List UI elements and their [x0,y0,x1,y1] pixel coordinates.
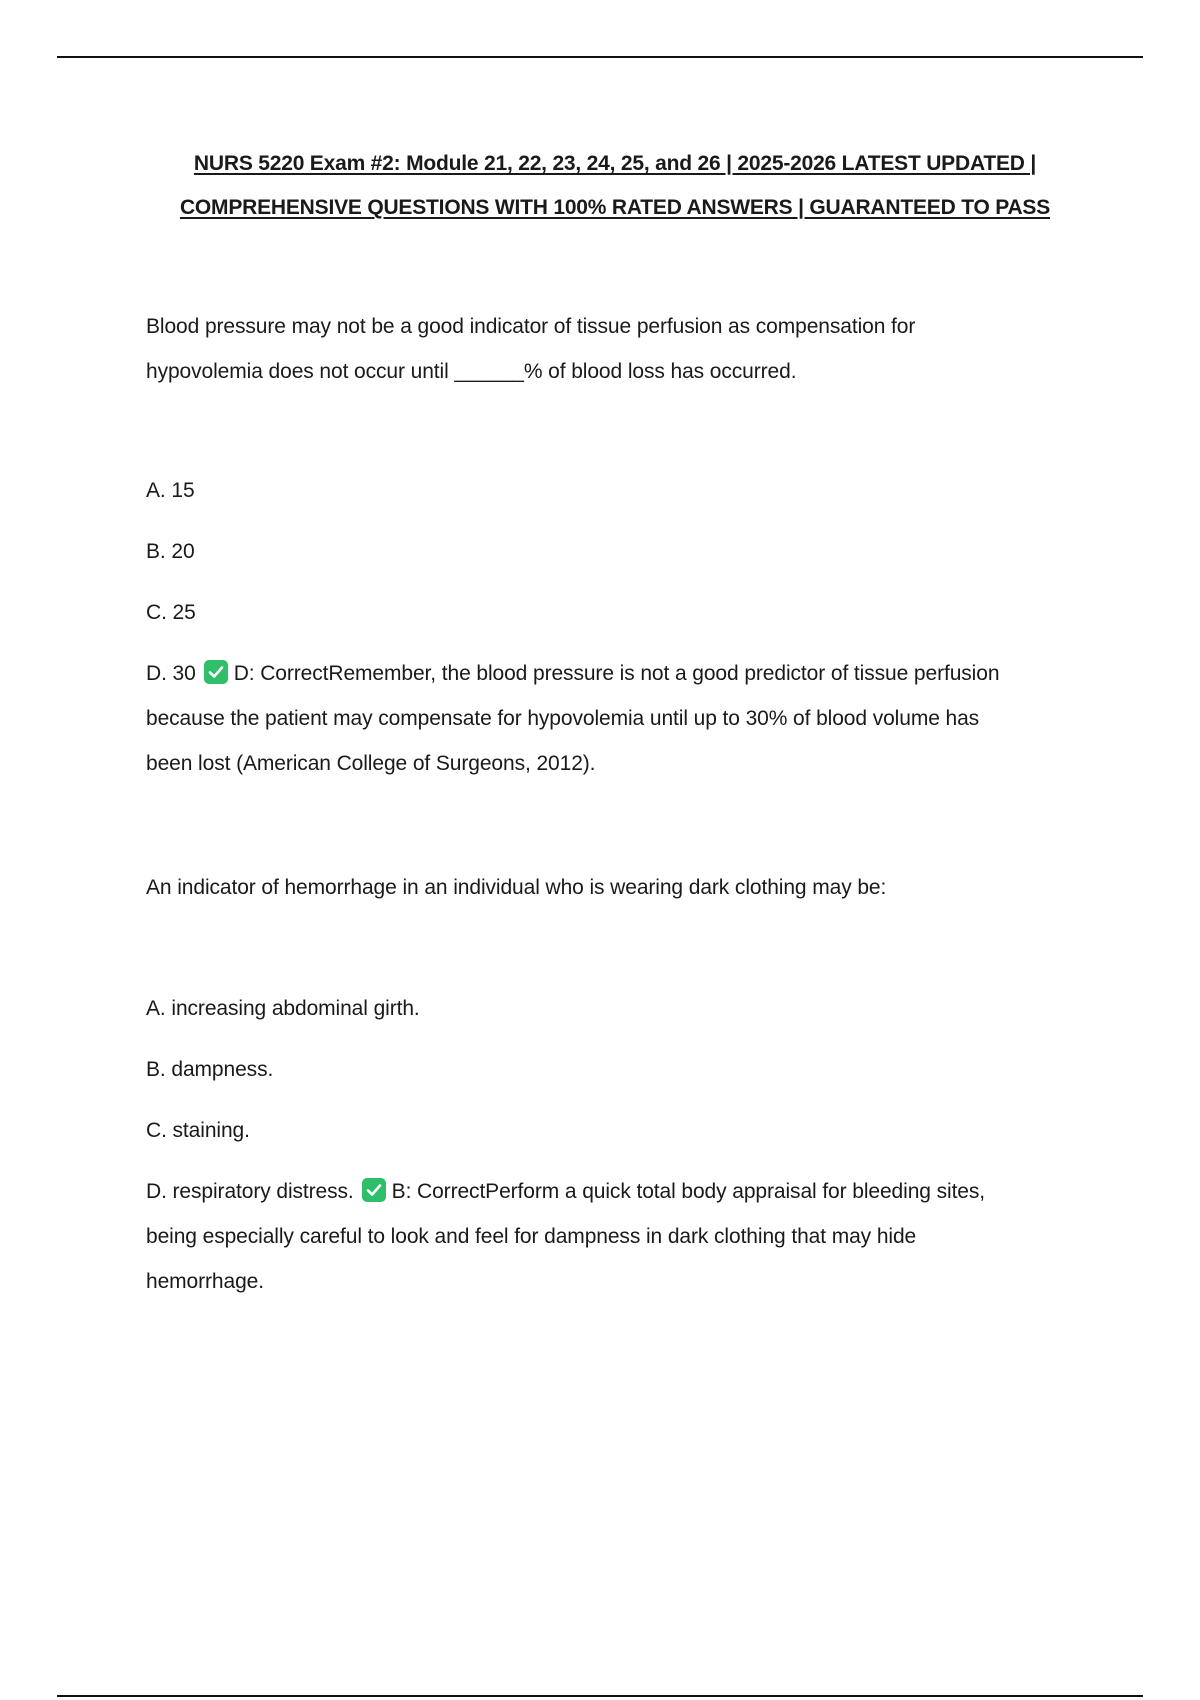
question-2-answer-line-2: being especially careful to look and feel for dampness in dark clothing that may hide [146,1225,917,1248]
question-2-option-d [146,1169,1076,1304]
question-2-option-a: A. increasing abdominal girth. [146,997,420,1020]
title-line-2: COMPREHENSIVE QUESTIONS WITH 100% RATED ANSWERS | GUARANTEED TO PASS [179,196,1051,219]
question-1-stem-line-1: Blood pressure may not be a good indicator of tissue perfusion as compensation for [146,315,916,338]
check-icon [362,1178,386,1202]
top-divider [57,56,1143,58]
question-2-option-b: B. dampness. [146,1058,274,1081]
question-2-answer-line-3: hemorrhage. [146,1270,264,1293]
question-1-options [146,468,1076,786]
question-1-stem [146,304,1076,394]
question-2-stem: An indicator of hemorrhage in an individual who is wearing dark clothing may be: [146,876,887,899]
question-2-option-d-label: D. respiratory distress. [146,1180,354,1203]
question-1-option-c: C. 25 [146,601,196,624]
question-1-option-b: B. 20 [146,540,195,563]
question-1 [146,304,1076,394]
question-1-option-d-label: D. 30 [146,662,196,685]
document-title [60,142,1170,230]
question-1-option-d [146,651,1076,786]
question-2 [146,865,1076,910]
title-line-1: NURS 5220 Exam #2: Module 21, 22, 23, 24, 25, and 26 | 2025-2026 LATEST UPDATED | [193,152,1037,175]
question-2-option-c: C. staining. [146,1119,250,1142]
bottom-divider [57,1695,1143,1697]
check-icon [204,660,228,684]
question-1-option-a: A. 15 [146,479,195,502]
question-1-answer-line-1: D: CorrectRemember, the blood pressure is not a good predictor of tissue perfusion [233,662,1000,685]
question-1-answer-line-3: been lost (American College of Surgeons, 2012). [146,752,596,775]
question-2-answer-line-1: B: CorrectPerform a quick total body appraisal for bleeding sites, [391,1180,986,1203]
question-1-answer-line-2: because the patient may compensate for hypovolemia until up to 30% of blood volume has [146,707,980,730]
question-1-stem-line-2: hypovolemia does not occur until ______% of blood loss has occurred. [146,360,797,383]
question-2-options [146,986,1076,1304]
